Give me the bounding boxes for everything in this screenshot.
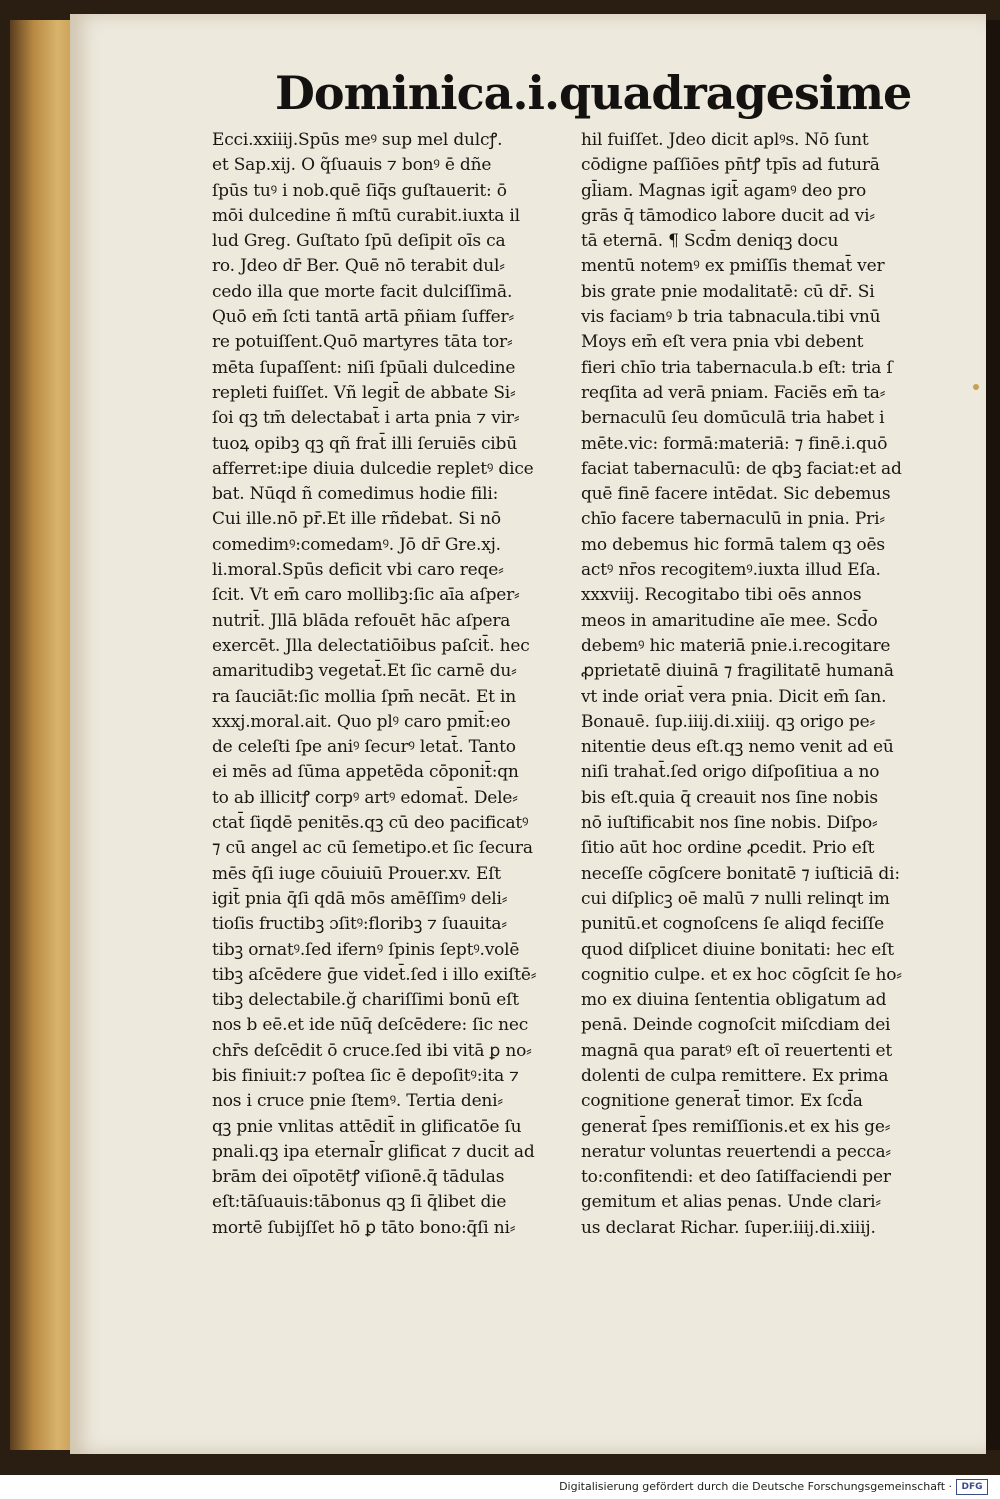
text-line: gl̄iam. Magnas igit̄ agamꝰ deo pro [581,180,867,201]
text-line: nos b eē.et ide nūq̄ deſcēdere: ſic nec [212,1015,529,1036]
text-line: mēte.vic: formā:materiā: ⁊ finē.i.quō [581,433,888,454]
text-line: ra ſauciāt:ſic mollia ſpm̄ necāt. Et in [212,686,516,707]
text-line: exercēt. Jlla delectatiōibus paſcit̄. hec [212,635,530,656]
text-line: niſi trahat̄.ſed origo diſpoſitiua a no [581,762,880,783]
text-line: xxxj.moral.ait. Quo plꝰ caro pmit̄:eo [212,711,511,732]
text-line: neratur voluntas reuertendi a pecca⸗ [581,1141,891,1162]
text-line: mentū notemꝰ ex pmiſſis themat̄ ver [581,256,885,277]
text-line: ſpūs tuꝰ i nob.quē ſiq̄s guſtauerit: ō [212,180,507,201]
text-column-right [581,128,951,1241]
text-line: mo debemus hic formā talem qꝫ oēs [581,534,885,555]
text-line: cognitione generat̄ timor. Ex ſcd̄a [581,1091,863,1112]
text-line: ſoi qꝫ tm̄ delectabat̄ i arta pnia ⁊ vir⸗ [212,408,520,429]
text-column-left [212,128,582,1241]
text-line: debemꝰ hic materiā pnie.i.recogitare [581,635,891,656]
text-line: tuoꝝ opibꝫ qꝫ qñ frat̄ illi ſeruiēs cibū [212,433,517,454]
text-line: pnali.qꝫ ipa eternal̄r glificat ⁊ ducit ad [212,1141,535,1162]
text-line: tibꝫ delectabile.ğ chariſſimi bonū eſt [212,990,519,1011]
text-line: igit̄ pnia q̄ſi qdā mōs amēſſimꝰ deli⸗ [212,888,508,909]
text-line: Bonauē. ſup.iiij.di.xiiij. qꝫ origo pe⸗ [581,711,875,732]
text-line: faciat tabernaculū: de qbꝫ faciat:et ad [581,458,902,479]
text-line: nutrit̄. Jllā blāda refouēt hāc aſpera [212,610,511,631]
text-line: grās q̄ tāmodico labore ducit ad vi⸗ [581,205,875,226]
text-line: repleti fuiſſet. Vñ legit̄ de abbate Si⸗ [212,382,516,403]
text-line: mēs q̄ſi iuge cōuiuiū Prouer.xv. Eſt [212,863,501,884]
text-line: ſitio aūt hoc ordine ꝓcedit. Prio eſt [581,838,875,859]
text-line: ei mēs ad ſūma appetēda cōponit̄:qn [212,762,519,783]
page-edge-gilt [10,20,78,1450]
text-line: ꝓprietatē diuinā ⁊ fragilitatē humanā [581,661,894,682]
text-line: cui diſplicꝫ oē malū ⁊ nulli relinqt im [581,888,890,909]
text-line: hil fuiſſet. Jdeo dicit aplꝰs. Nō ſunt [581,130,869,150]
text-line: mēta ſupaſſent: niſi ſpūali dulcedine [212,357,516,378]
text-line: mōi dulcedine ñ mſtū curabit.iuxta il [212,205,520,226]
text-line: tā eternā. ¶ Scd̄m deniqꝫ docu [581,231,839,252]
text-line: actꝰ nr̄os recogitemꝰ.iuxta illud Eſa. [581,560,881,581]
text-line: magnā qua paratꝰ eſt oī reuertenti et [581,1040,892,1061]
text-line: tibꝫ ornatꝰ.ſed ifernꝰ ſpinis ſeptꝰ.volē [212,939,520,960]
text-line: bis grate pnie modalitatē: cū dr̄. Si [581,281,875,302]
text-line: quē finē facere intēdat. Sic debemus [581,484,891,505]
text-line: mortē ſubijſſet hō ꝑ tāto bono:q̄ſi ni⸗ [212,1217,516,1238]
text-line: Ecci.xxiiij.Spūs meꝰ sup mel dulcꝭ. [212,130,503,150]
text-line: meos in amaritudine aīe mee. Scd̄o [581,610,878,631]
text-line: brām dei oīpotētꝭ viſionē.q̄ tādulas [212,1167,505,1188]
text-line: to:confitendi: et deo ſatiſfaciendi per [581,1167,891,1188]
text-line: us declarat Richar. ſuper.iiij.di.xiiij. [581,1217,876,1238]
text-line: reqſita ad verā pniam. Faciēs em̄ ta⸗ [581,382,886,403]
ink-spot [973,384,979,390]
text-line: neceſſe cōgſcere bonitatē ⁊ iuſticiā di: [581,863,900,884]
text-line: ſcit. Vt em̄ caro mollibꝫ:ſic aīa aſper⸗ [212,585,520,606]
footer-bar [0,1475,1000,1499]
text-line: et Sap.xij. O q̃ſuauis ⁊ bonꝰ ē dñe [212,155,492,176]
funding-notice: Digitalisierung gefördert durch die Deutsche Forschungsgemeinschaft · [559,1480,952,1493]
text-line: bat. Nūqd ñ comedimus hodie fili: [212,484,499,505]
text-line: tioſis fructibꝫ ɔſitꝰ:floribꝫ ⁊ ſuauita⸗ [212,914,507,935]
text-line: chr̄s deſcēdit ō cruce.ſed ibi vitā ꝑ no⸗ [212,1040,532,1061]
text-line: ro. Jdeo dr̄ Ber. Quē nō terabit dul⸗ [212,256,505,277]
text-line: Quō em̄ ſcti tantā artā pñiam ſuffer⸗ [212,307,514,328]
text-line: punitū.et cognoſcens ſe aliqd feciſſe [581,914,884,935]
page-heading: Dominica.i.quadragesime [275,66,912,120]
text-line: ⁊ cū angel ac cū ſemetipo.et ſic ſecura [212,838,533,859]
text-line: bernaculū ſeu domūculā tria habet i [581,408,885,429]
text-line: nō iuſtificabit nos ſine nobis. Diſpo⸗ [581,813,878,834]
text-line: ctat̄ ſiqdē penitēs.qꝫ cū deo pacificatꝰ [212,813,529,834]
text-line: fieri chīo tria tabernacula.b eſt: tria ſ [581,357,893,378]
text-line: mo ex diuina ſententia obligatum ad [581,990,887,1011]
text-line: vis faciamꝰ b tria tabnacula.tibi vnū [581,307,881,328]
text-line: cognitio culpe. et ex hoc cōgſcit ſe ho⸗ [581,964,902,985]
text-line: quod diſplicet diuine bonitati: hec eſt [581,939,894,960]
text-line: qꝫ pnie vnlitas attēdit̄ in glificatōe ſu [212,1116,522,1137]
text-line: li.moral.Spūs deficit vbi caro reqe⸗ [212,560,504,581]
text-line: amaritudibꝫ vegetat̄.Et ſic carnē du⸗ [212,661,517,682]
text-line: eſt:tāſuauis:tābonus qꝫ ſi q̄libet die [212,1192,507,1213]
text-line: bis finiuit:⁊ poſtea ſic ē depoſitꝰ:ita ⁊ [212,1065,519,1086]
text-line: re potuiſſent.Quō martyres tāta tor⸗ [212,332,513,353]
text-line: lud Greg. Guſtato ſpū deſipit oīs ca [212,231,506,252]
text-line: Cui ille.nō pr̄.Et ille rñdebat. Si nō [212,509,501,530]
right-edge-shadow [986,20,1000,1450]
text-line: to ab illicitꝭ corpꝰ artꝰ edomat̄. Dele⸗ [212,787,518,808]
text-line: bis eſt.quia q̄ creauit nos ſine nobis [581,787,878,808]
text-line: dolenti de culpa remittere. Ex prima [581,1065,889,1086]
text-line: xxxviij. Recogitabo tibi oēs annos [581,585,862,606]
text-line: gemitum et alias penas. Unde clari⸗ [581,1192,881,1213]
text-line: tibꝫ aſcēdere ḡue videt̄.ſed i illo exiſtē⸗ [212,964,537,985]
text-line: de celeſti ſpe aniꝰ ſecurꝰ letat̄. Tanto [212,737,516,758]
text-line: penā. Deinde cognoſcit miſcdiam dei [581,1015,891,1036]
text-line: nos i cruce pnie ſtemꝰ. Tertia deni⸗ [212,1091,503,1112]
text-line: comedimꝰ:comedamꝰ. Jō dr̄ Gre.xj. [212,534,501,555]
text-line: generat̄ ſpes remiſſionis.et ex his ge⸗ [581,1116,891,1137]
text-line: Moys em̄ eſt vera pnia vbi debent [581,332,864,353]
text-line: vt inde oriat̄ vera pnia. Dicit em̄ ſan. [581,686,887,707]
text-line: afferret:ipe diuia dulcedie repletꝰ dice [212,458,534,479]
text-line: cedo illa que morte facit dulciſſimā. [212,281,513,302]
text-line: cōdigne paſſiōes pn̄tꝭ tpīs ad futurā [581,155,880,176]
text-line: chīo facere tabernaculū in pnia. Pri⸗ [581,509,885,530]
text-line: nitentie deus eſt.qꝫ nemo venit ad eū [581,737,894,758]
dfg-logo: DFG [956,1479,988,1495]
